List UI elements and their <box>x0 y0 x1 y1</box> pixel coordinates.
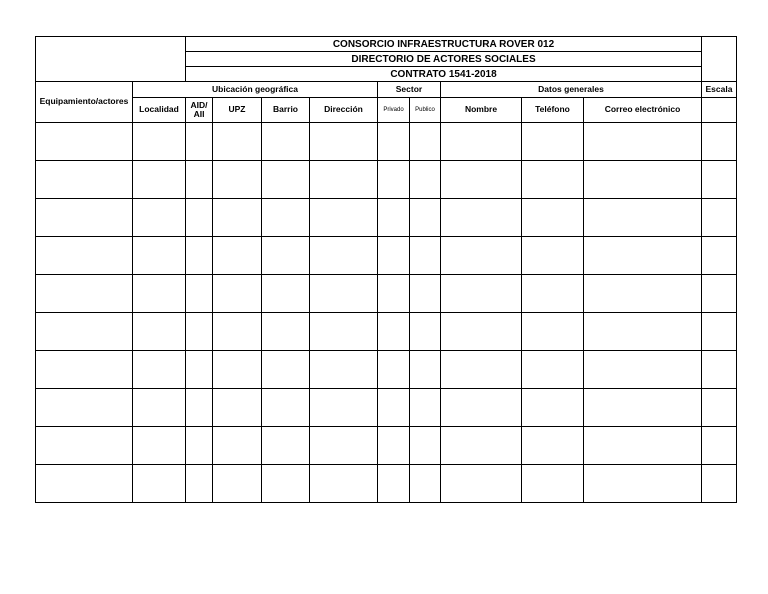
correo-cell <box>584 313 702 351</box>
col-header-upz: UPZ <box>213 98 262 123</box>
barrio-cell <box>262 313 310 351</box>
equipamiento-cell <box>36 237 133 275</box>
privado-cell <box>378 427 410 465</box>
telefono-cell <box>522 275 584 313</box>
barrio-cell <box>262 351 310 389</box>
barrio-cell <box>262 123 310 161</box>
col-header-privado: Privado <box>378 98 410 123</box>
col-header-telefono: Teléfono <box>522 98 584 123</box>
upz-cell <box>213 313 262 351</box>
correo-cell <box>584 161 702 199</box>
nombre-cell <box>441 313 522 351</box>
table-row <box>36 465 737 503</box>
aid-cell <box>186 199 213 237</box>
aid-cell <box>186 427 213 465</box>
correo-cell <box>584 123 702 161</box>
col-header-publico: Publico <box>410 98 441 123</box>
aid-cell <box>186 389 213 427</box>
correo-cell <box>584 351 702 389</box>
nombre-cell <box>441 465 522 503</box>
correo-cell <box>584 199 702 237</box>
publico-cell <box>410 237 441 275</box>
barrio-cell <box>262 427 310 465</box>
direccion-cell <box>310 275 378 313</box>
equipamiento-cell <box>36 427 133 465</box>
privado-cell <box>378 199 410 237</box>
escala-cell <box>702 389 737 427</box>
table-row <box>36 199 737 237</box>
col-header-direccion: Dirección <box>310 98 378 123</box>
upz-cell <box>213 275 262 313</box>
correo-cell <box>584 389 702 427</box>
escala-cell <box>702 313 737 351</box>
privado-cell <box>378 161 410 199</box>
publico-cell <box>410 351 441 389</box>
correo-cell <box>584 465 702 503</box>
nombre-cell <box>441 161 522 199</box>
group-header-escala: Escala <box>702 82 737 98</box>
escala-cell <box>702 237 737 275</box>
equipamiento-cell <box>36 275 133 313</box>
nombre-cell <box>441 275 522 313</box>
privado-cell <box>378 123 410 161</box>
aid-cell <box>186 123 213 161</box>
col-header-barrio: Barrio <box>262 98 310 123</box>
nombre-cell <box>441 351 522 389</box>
upz-cell <box>213 237 262 275</box>
equipamiento-cell <box>36 351 133 389</box>
direccion-cell <box>310 313 378 351</box>
title-contract: CONTRATO 1541-2018 <box>186 67 702 82</box>
col-header-correo: Correo electrónico <box>584 98 702 123</box>
publico-cell <box>410 465 441 503</box>
privado-cell <box>378 237 410 275</box>
direccion-cell <box>310 351 378 389</box>
equipamiento-cell <box>36 161 133 199</box>
barrio-cell <box>262 389 310 427</box>
upz-cell <box>213 161 262 199</box>
publico-cell <box>410 161 441 199</box>
table-row <box>36 275 737 313</box>
col-header-nombre: Nombre <box>441 98 522 123</box>
upz-cell <box>213 389 262 427</box>
table-row <box>36 161 737 199</box>
telefono-cell <box>522 161 584 199</box>
telefono-cell <box>522 313 584 351</box>
equipamiento-cell <box>36 313 133 351</box>
barrio-cell <box>262 237 310 275</box>
equipamiento-cell <box>36 465 133 503</box>
correo-cell <box>584 237 702 275</box>
group-header-datos: Datos generales <box>441 82 702 98</box>
upz-cell <box>213 199 262 237</box>
table-row <box>36 313 737 351</box>
logo-placeholder-left <box>36 37 186 82</box>
privado-cell <box>378 313 410 351</box>
nombre-cell <box>441 123 522 161</box>
localidad-cell <box>133 161 186 199</box>
localidad-cell <box>133 237 186 275</box>
telefono-cell <box>522 389 584 427</box>
telefono-cell <box>522 237 584 275</box>
correo-cell <box>584 427 702 465</box>
publico-cell <box>410 313 441 351</box>
group-header-ubicacion: Ubicación geográfica <box>133 82 378 98</box>
telefono-cell <box>522 427 584 465</box>
localidad-cell <box>133 123 186 161</box>
col-header-aid: AID/ AII <box>186 98 213 123</box>
direccion-cell <box>310 161 378 199</box>
correo-cell <box>584 275 702 313</box>
telefono-cell <box>522 465 584 503</box>
aid-cell <box>186 161 213 199</box>
privado-cell <box>378 351 410 389</box>
logo-placeholder-right <box>702 37 737 82</box>
table-row <box>36 237 737 275</box>
localidad-cell <box>133 465 186 503</box>
aid-cell <box>186 313 213 351</box>
localidad-cell <box>133 313 186 351</box>
escala-cell <box>702 161 737 199</box>
localidad-cell <box>133 427 186 465</box>
equipamiento-cell <box>36 389 133 427</box>
telefono-cell <box>522 351 584 389</box>
table-body <box>36 123 737 503</box>
direccion-cell <box>310 123 378 161</box>
publico-cell <box>410 275 441 313</box>
escala-cell <box>702 199 737 237</box>
upz-cell <box>213 465 262 503</box>
col-header-localidad: Localidad <box>133 98 186 123</box>
barrio-cell <box>262 465 310 503</box>
col-header-equipamiento: Equipamiento/actores <box>36 82 133 123</box>
escala-cell <box>702 351 737 389</box>
escala-cell <box>702 465 737 503</box>
group-header-sector: Sector <box>378 82 441 98</box>
title-company: CONSORCIO INFRAESTRUCTURA ROVER 012 <box>186 37 702 52</box>
publico-cell <box>410 199 441 237</box>
publico-cell <box>410 427 441 465</box>
nombre-cell <box>441 237 522 275</box>
equipamiento-cell <box>36 199 133 237</box>
upz-cell <box>213 351 262 389</box>
escala-cell <box>702 275 737 313</box>
title-document: DIRECTORIO DE ACTORES SOCIALES <box>186 52 702 67</box>
table-row <box>36 427 737 465</box>
direccion-cell <box>310 465 378 503</box>
localidad-cell <box>133 199 186 237</box>
direccion-cell <box>310 427 378 465</box>
privado-cell <box>378 275 410 313</box>
table-row <box>36 351 737 389</box>
aid-cell <box>186 275 213 313</box>
nombre-cell <box>441 389 522 427</box>
escala-cell <box>702 123 737 161</box>
direccion-cell <box>310 199 378 237</box>
nombre-cell <box>441 199 522 237</box>
equipamiento-cell <box>36 123 133 161</box>
barrio-cell <box>262 161 310 199</box>
aid-cell <box>186 351 213 389</box>
publico-cell <box>410 123 441 161</box>
upz-cell <box>213 427 262 465</box>
col-header-escala-blank <box>702 98 737 123</box>
localidad-cell <box>133 389 186 427</box>
privado-cell <box>378 465 410 503</box>
escala-cell <box>702 427 737 465</box>
telefono-cell <box>522 123 584 161</box>
direccion-cell <box>310 389 378 427</box>
direccion-cell <box>310 237 378 275</box>
aid-cell <box>186 465 213 503</box>
table-row <box>36 389 737 427</box>
telefono-cell <box>522 199 584 237</box>
barrio-cell <box>262 199 310 237</box>
upz-cell <box>213 123 262 161</box>
localidad-cell <box>133 351 186 389</box>
localidad-cell <box>133 275 186 313</box>
actors-directory-table <box>35 36 737 503</box>
nombre-cell <box>441 427 522 465</box>
table-row <box>36 123 737 161</box>
publico-cell <box>410 389 441 427</box>
aid-cell <box>186 237 213 275</box>
barrio-cell <box>262 275 310 313</box>
privado-cell <box>378 389 410 427</box>
